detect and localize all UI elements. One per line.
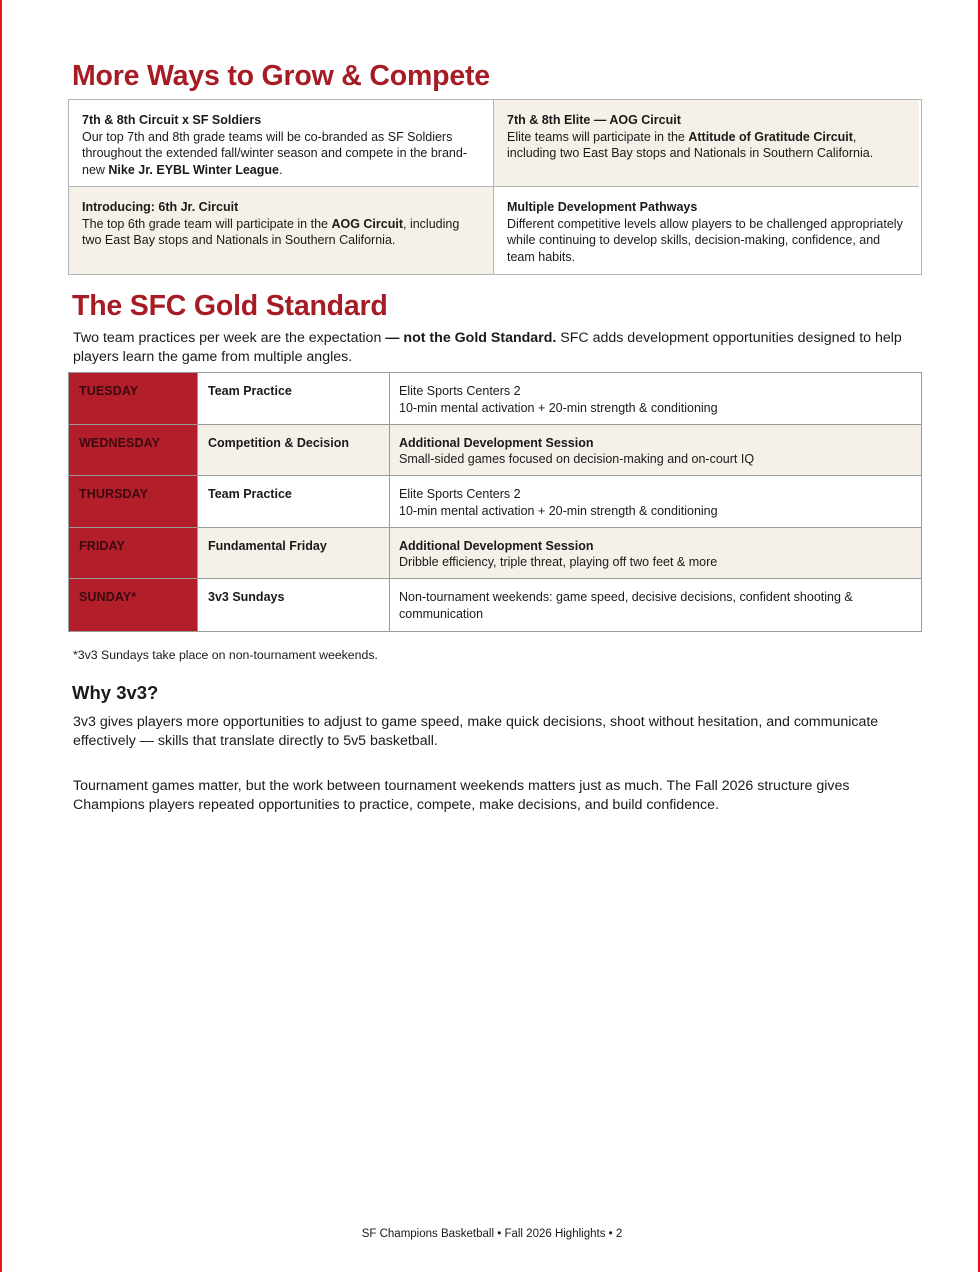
session-name: 3v3 Sundays xyxy=(197,579,390,631)
why-paragraph: 3v3 gives players more opportunities to adjust to game speed, make quick decisions, shoot without hesitation, and communicate effectively — skills that translate directly to 5v5 basketball. xyxy=(73,714,879,749)
closing-paragraph: Tournament games matter, but the work between tournament weekends matters just as much. The Fall 2026 structure gives Champions players repeated opportunities to practice, compete, make decisions, and build confidence. xyxy=(73,778,850,813)
detail-text: Dribble efficiency, triple threat, playing off two feet & more xyxy=(399,555,718,569)
session-name: Fundamental Friday xyxy=(197,528,390,579)
day-cell: THURSDAY xyxy=(69,476,197,527)
day-cell: WEDNESDAY xyxy=(69,425,197,476)
way-body: The top 6th grade team will participate in the AOG Circuit, including two East Bay stops and Nationals in Southern California. xyxy=(82,216,460,247)
way-body: Our top 7th and 8th grade teams will be co-branded as SF Soldiers throughout the extended fall/winter season and compete in the brand-new Nike Jr. EYBL Winter League. xyxy=(82,129,467,177)
page-footer: SF Champions Basketball • Fall 2026 Highlights • 2 xyxy=(361,1228,623,1240)
gold-intro: Two team practices per week are the expectation — not the Gold Standard. SFC adds development opportunities designed to help players learn the game from multiple angles. xyxy=(73,330,902,365)
detail-text: Non-tournament weekends: game speed, decisive decisions, confident shooting & communication xyxy=(399,590,853,621)
way-card xyxy=(494,187,919,274)
detail-text: 10-min mental activation + 20-min strength & conditioning xyxy=(399,400,718,415)
session-detail xyxy=(390,476,921,527)
day-cell: SUNDAY* xyxy=(69,579,197,631)
why-heading: Why 3v3? xyxy=(72,682,159,703)
session-name: Team Practice xyxy=(197,373,390,424)
session-detail xyxy=(390,373,921,424)
detail-text: Small-sided games focused on decision-making and on-court IQ xyxy=(399,452,755,466)
way-card xyxy=(69,100,494,187)
section-title-gold: The SFC Gold Standard xyxy=(72,290,388,322)
section-title-ways: More Ways to Grow & Compete xyxy=(72,60,490,92)
schedule-footnote: *3v3 Sundays take place on non-tournament weekends. xyxy=(73,648,378,662)
detail-title: Elite Sports Centers 2 xyxy=(399,384,521,398)
session-name: Competition & Decision xyxy=(197,425,390,476)
detail-text: 10-min mental activation + 20-min strength & conditioning xyxy=(399,503,718,518)
session-detail xyxy=(390,425,921,476)
schedule-table xyxy=(68,372,922,632)
way-title: 7th & 8th Circuit x SF Soldiers xyxy=(82,113,262,127)
day-cell: FRIDAY xyxy=(69,528,197,579)
way-body: Different competitive levels allow players to be challenged appropriately while continuing to develop skills, decision-making, confidence, and team habits. xyxy=(507,216,903,264)
detail-title: Additional Development Session xyxy=(399,538,594,553)
detail-title: Additional Development Session xyxy=(399,435,594,450)
session-detail xyxy=(390,528,921,579)
day-cell: TUESDAY xyxy=(69,373,197,424)
table-row xyxy=(69,373,921,425)
way-title: Multiple Development Pathways xyxy=(507,200,698,214)
session-detail xyxy=(390,579,921,631)
way-card xyxy=(494,100,919,187)
session-name: Team Practice xyxy=(197,476,390,527)
table-row xyxy=(69,476,921,528)
way-title: Introducing: 6th Jr. Circuit xyxy=(82,200,239,214)
way-title: 7th & 8th Elite — AOG Circuit xyxy=(507,113,681,127)
detail-title: Elite Sports Centers 2 xyxy=(399,487,521,501)
ways-grid xyxy=(68,99,922,275)
table-row xyxy=(69,528,921,580)
table-row xyxy=(69,579,921,631)
way-body: Elite teams will participate in the Attitude of Gratitude Circuit, including two East Bay stops and Nationals in Southern California. xyxy=(507,129,874,160)
way-card xyxy=(69,187,494,274)
table-row xyxy=(69,425,921,477)
